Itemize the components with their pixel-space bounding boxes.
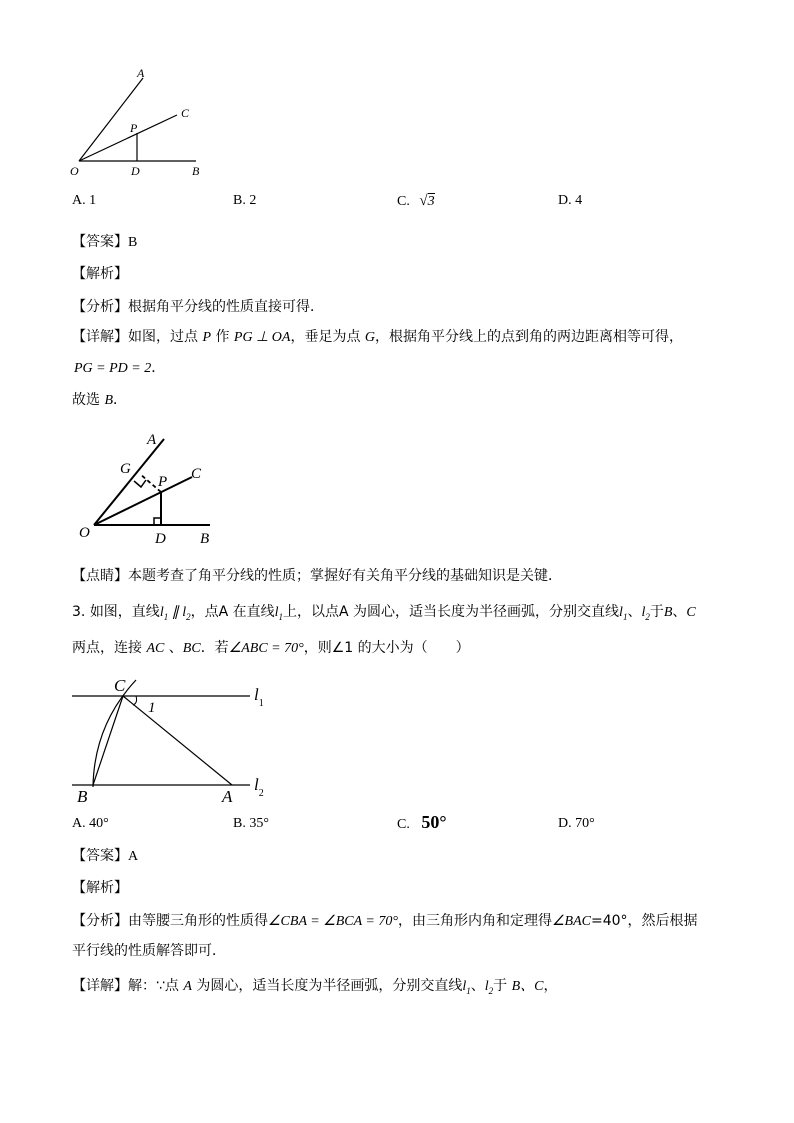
figure-angle-bisector-2 (70, 428, 230, 550)
angle-bac-value: =40° (590, 913, 628, 929)
answer-value: A (128, 849, 139, 864)
segment-ac: AC (146, 641, 165, 656)
q3-text-7: ．若 (200, 640, 229, 656)
answer-line-q3 (72, 846, 138, 867)
q3-option-a: A. 40° (72, 816, 109, 831)
right-angle-mark-d (154, 518, 161, 525)
ray-oa (94, 439, 164, 525)
line-l2-ref (641, 605, 649, 620)
line-l2 (182, 605, 190, 620)
choose-text: 故选 (72, 392, 105, 408)
label-p: P (158, 474, 168, 490)
label-b: B (192, 164, 200, 178)
xiangjie-text-4: ，根据角平分线上的点到角的两边距离相等可得， (375, 329, 684, 345)
option-a: A. 1 (72, 193, 97, 208)
dianjing-line-q2 (72, 566, 562, 586)
ray-oa (79, 78, 143, 161)
label-l2 (254, 775, 264, 799)
q3-text-5: 于 (649, 604, 664, 620)
label-g: G (120, 461, 131, 477)
q3-sep: 、 (627, 604, 642, 620)
option-c (397, 193, 435, 210)
q3-text-6: 两点，连接 (72, 640, 147, 656)
label-c: C (191, 466, 202, 482)
label-d: D (131, 164, 140, 178)
fenxi-text-2: ，由三角形内角和定理得 (397, 913, 552, 929)
l2-sub: 2 (186, 611, 191, 622)
point-g: G (364, 330, 376, 345)
l1-sub: 1 (466, 985, 471, 996)
equation-end: ． (151, 360, 166, 376)
q3-sep-3: 、 (164, 640, 183, 656)
l1-sub: 1 (278, 611, 284, 622)
line-l1-ref3 (462, 979, 470, 994)
equation-line-q2 (74, 358, 165, 379)
right-angle-mark-g (134, 480, 146, 487)
angle-expression: ∠ABC = 70° (228, 641, 304, 656)
sqrt-expression (419, 194, 434, 209)
l2-letter: l (484, 979, 489, 994)
q3-option-b: B. 35° (233, 816, 269, 831)
l1-letter: l (462, 979, 467, 994)
ray-oc (79, 115, 177, 161)
q3-text-3: 上，以点A 为圆心，适当长度为半径画弧，分别交直线 (283, 604, 620, 620)
l2-letter: l (182, 605, 187, 620)
fenxi-text-1: 由等腰三角形的性质得 (128, 913, 268, 929)
line-l2-ref3 (485, 979, 493, 994)
angle-1-mark (133, 696, 137, 705)
fenxi-line-q2 (72, 297, 324, 317)
angle-equation: ∠CBA = ∠BCA = 70° (268, 914, 398, 929)
point-b: B (663, 605, 673, 620)
q3-text-2: ，点A 在直线 (190, 604, 275, 620)
xiangjie-label: 【详解】 (72, 978, 128, 994)
label-b: B (200, 531, 210, 547)
fenxi-line-q3 (72, 911, 698, 932)
point-p: P (202, 330, 212, 345)
fenxi-label: 【分析】 (72, 299, 128, 315)
figure-angle-bisector-1 (60, 62, 220, 182)
xiangjie-text-3: 于 (493, 978, 512, 994)
option-d: D. 4 (558, 193, 583, 208)
question-3-line-1 (72, 602, 696, 627)
option-b: B. 2 (233, 193, 257, 208)
fenxi-text-3: ，然后根据 (627, 913, 698, 929)
choose-letter: B (104, 393, 114, 408)
jiexi-heading-q3: 【解析】 (72, 880, 128, 896)
xiangjie-sep: 、 (470, 978, 485, 994)
label-c: C (181, 106, 190, 120)
l2-sub: 2 (488, 985, 494, 996)
segment-bc: BC (182, 641, 201, 656)
question-number: 3. (72, 604, 90, 620)
answer-line-q2 (72, 232, 137, 253)
choose-line-q2 (72, 390, 127, 411)
angle-bac: ∠BAC (551, 914, 591, 929)
xiangjie-text-3: ，垂足为点 (290, 329, 365, 345)
fenxi-line-q3-2: 平行线的性质解答即可． (72, 943, 226, 959)
xiangjie-text-1: 解：∵点 (128, 978, 184, 994)
l1-letter: l (159, 605, 164, 620)
l1-sub: 1 (163, 611, 169, 622)
point-c: C (686, 605, 696, 620)
l2-subscript: 2 (258, 788, 264, 799)
l1-letter: l (619, 605, 623, 620)
xiangjie-text-1: 如图，过点 (128, 329, 203, 345)
parallel-symbol: ∥ (168, 605, 183, 620)
question-3-line-2 (72, 638, 470, 659)
label-o: O (79, 525, 90, 541)
l2-sub: 2 (645, 611, 650, 622)
answer-label: 【答案】 (72, 848, 128, 864)
choose-end: ． (113, 392, 128, 408)
q3-text-8: ，则∠1 的大小为（ ） (303, 640, 470, 656)
q3-option-c (397, 812, 447, 833)
l1-letter: l (274, 605, 279, 620)
segment-cb (93, 696, 123, 785)
fenxi-label: 【分析】 (72, 913, 128, 929)
label-p: P (130, 121, 138, 135)
line-l1-ref (275, 605, 283, 620)
dianjing-text: 本题考查了角平分线的性质；掌握好有关角平分线的基础知识是关键． (128, 568, 562, 584)
equation: PG = PD = 2 (74, 361, 152, 376)
q3-text-1: 如图，直线 (89, 604, 160, 620)
l1-sub: 1 (622, 611, 628, 622)
label-angle-1: 1 (148, 700, 156, 716)
fenxi-text: 根据角平分线的性质直接可得． (128, 299, 324, 315)
label-o: O (70, 164, 79, 178)
sqrt-radicand: 3 (427, 194, 435, 209)
xiangjie-text-2: 作 (211, 329, 234, 345)
perp-expression: PG ⊥ OA (233, 330, 291, 345)
label-d: D (155, 531, 166, 547)
point-a: A (183, 979, 192, 994)
q3-sep-2: 、 (672, 604, 687, 620)
xiangjie-line-q2 (72, 327, 683, 348)
dianjing-label: 【点睛】 (72, 568, 128, 584)
points-bc: B、C (511, 979, 544, 994)
option-c-prefix: C. (397, 194, 410, 209)
segment-ca (123, 696, 232, 785)
sqrt-sign: √ (419, 193, 428, 209)
jiexi-heading-q2: 【解析】 (72, 266, 128, 282)
xiangjie-label: 【详解】 (72, 329, 128, 345)
l1-subscript: 1 (258, 698, 264, 709)
l2-letter: l (254, 775, 259, 794)
l2-letter: l (641, 605, 646, 620)
answer-value: B (128, 235, 138, 250)
label-a: A (137, 66, 145, 80)
xiangjie-end: ， (543, 978, 558, 994)
label-a: A (147, 432, 157, 448)
label-b: B (77, 787, 88, 806)
q3-option-c-value: 50° (421, 812, 447, 832)
line-l1 (160, 605, 168, 620)
q3-option-d: D. 70° (558, 816, 595, 831)
q3-option-c-prefix: C. (397, 817, 410, 832)
label-a: A (222, 787, 233, 806)
label-l1 (254, 685, 264, 709)
answer-label: 【答案】 (72, 234, 128, 250)
label-c: C (114, 676, 126, 695)
figure-parallel-lines (64, 670, 284, 810)
l1-letter: l (254, 685, 259, 704)
xiangjie-text-2: 为圆心，适当长度为半径画弧，分别交直线 (191, 978, 463, 994)
xiangjie-line-q3 (72, 976, 558, 1001)
